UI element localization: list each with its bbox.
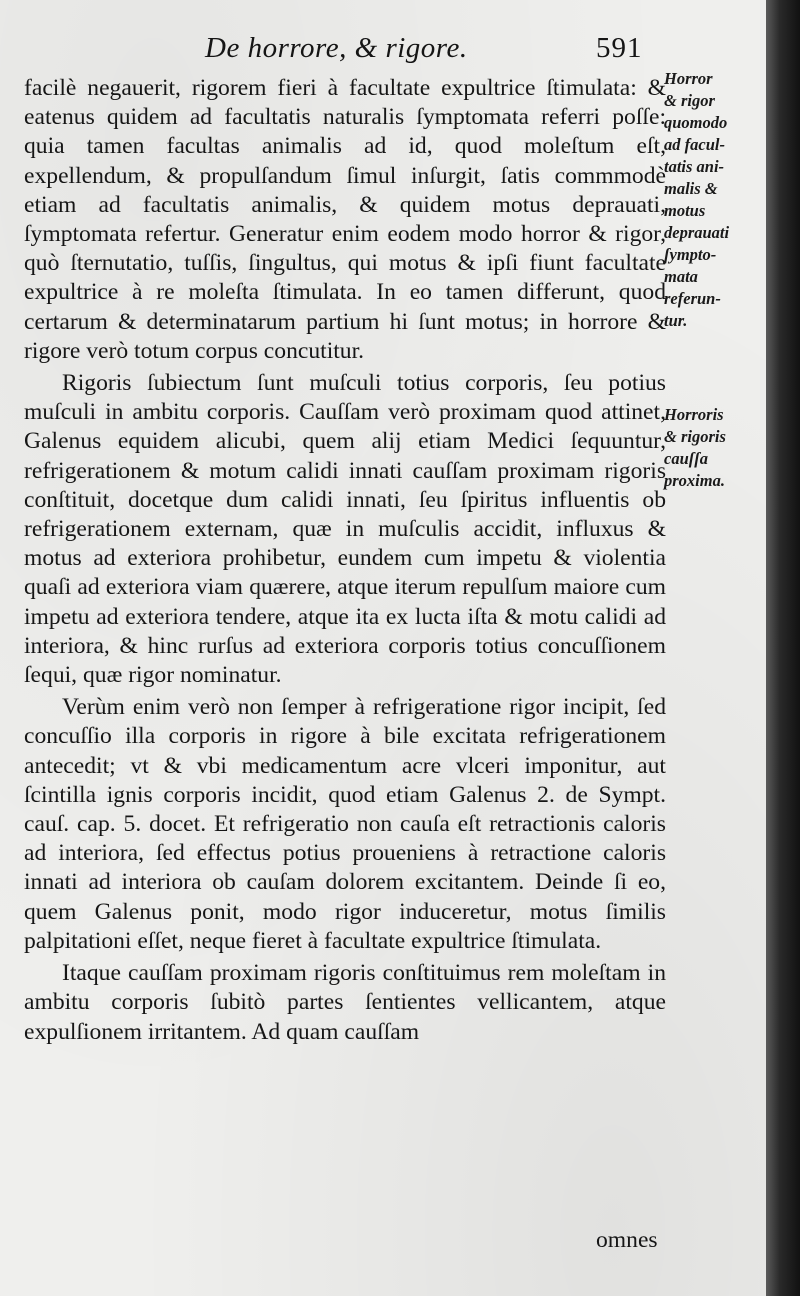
margin-note-line: ad facul- (664, 135, 725, 154)
paragraph-4: Itaque cauſſam proximam rigoris conſtituimus rem moleſtam in ambitu corporis ſubitò partes ſentientes vellicantem, atque expulſionem irritantem. Ad quam cauſſam (24, 960, 666, 1045)
margin-note-line: referun- (664, 289, 721, 308)
margin-note-line: motus (664, 201, 706, 220)
paragraph-1: facilè negauerit, rigorem fieri à facultate expultrice ſtimulata: & eatenus quidem ad facultatis naturalis ſymptomata referri poſſe: quia tamen facultas animalis ad id, quod moleſtum eſt, expellendum, & propulſandum ſimul inſurgit, ſatis commmodè etiam ad facultatis animalis, & quidem motus deprauati, ſymptomata refertur. Generatur enim eodem modo horror & rigor, quò ſternutatio, tuſſis, ſingultus, qui motus & ipſi fiunt facultate expultrice à re moleſta ſtimulata. In eo tamen differunt, quod certarum & determinatarum partium hi ſunt motus; in horrore & rigore verò totum corpus concutitur. (24, 75, 666, 364)
book-page-edge (766, 0, 800, 1296)
margin-note-line: cauſſa (664, 449, 708, 468)
page-header (0, 32, 700, 72)
margin-note-line: tatis ani- (664, 157, 725, 176)
margin-note-line: & rigor (664, 91, 715, 110)
margin-note-line: ſympto- (664, 245, 717, 264)
margin-note-line: tur. (664, 311, 688, 330)
margin-note-line: deprauati (664, 223, 730, 242)
margin-note-horror-rigor (664, 68, 764, 332)
margin-note-line: proxima. (664, 471, 725, 490)
page-number: 591 (596, 32, 643, 64)
paragraph-2: Rigoris ſubiectum ſunt muſculi totius corporis, ſeu potius muſculi in ambitu corporis. Cauſſam verò proximam quod attinet, Galenus equidem alicubi, quem alij etiam Medici ſequuntur, refrigerationem & motum calidi innati cauſſam proximam rigoris conſtituit, docetque dum calidi innati, ſeu ſpiritus influentis ob refrigerationem externam, quæ in muſculis accidit, influxus & motus ad exteriora prohibetur, eundem cum impetu & violentia quaſi ad exteriora viam quærere, atque iterum repulſum maiore cum impetu ad exteriora tendere, atque ita ex lucta iſta & motu calidi ad interiora, & hinc rurſus ad exteriora corporis totius concuſſionem ſequi, quæ rigor nominatur. (24, 370, 666, 689)
margin-note-line: & rigoris (664, 427, 726, 446)
main-text-block (24, 74, 666, 1047)
catchword: omnes (596, 1227, 658, 1253)
margin-note-line: malis & (664, 179, 718, 198)
margin-note-line: quomodo (664, 113, 728, 132)
margin-note-causa-proxima (664, 404, 764, 492)
margin-note-line: mata (664, 267, 698, 286)
margin-note-line: Horror (664, 69, 713, 88)
running-title: De horrore, & rigore. (205, 32, 468, 64)
margin-note-line: Horroris (664, 405, 724, 424)
paragraph-3: Verùm enim verò non ſemper à refrigeratione rigor incipit, ſed concuſſio illa corporis in rigore à bile excitata refrigerationem antecedit; vt & vbi medicamentum acre vlceri imponitur, aut ſcintilla ignis corporis incidit, quod etiam Galenus 2. de Sympt. cauſ. cap. 5. docet. Et refrigeratio non cauſa eſt retractionis caloris ad interiora, ſed effectus potius proueniens à retractione caloris innati ad interiora ob cauſam dolorem excitantem. Deinde ſi eo, quem Galenus ponit, modo rigor induceretur, motus ſimilis palpitationi eſſet, neque fieret à facultate expultrice ſtimulata. (24, 694, 666, 954)
